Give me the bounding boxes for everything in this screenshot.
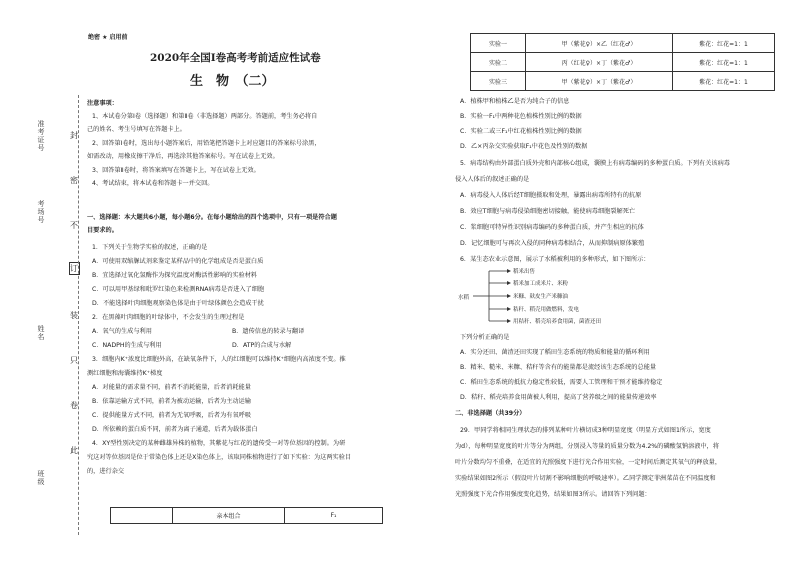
experiment-table	[470, 33, 775, 91]
q6-option: A．实分还田、菌渣还田实现了稻田生态系统的物质和能量的循环利用	[460, 349, 650, 356]
note-line: 1、本试卷分第Ⅰ卷（选择题）和第Ⅱ卷（非选择题）两部分。答题前，考生务必将自	[92, 113, 318, 120]
arrowhead	[507, 294, 511, 298]
table-cell: 实验二	[471, 53, 526, 72]
seal-char: 订	[70, 264, 78, 273]
arrowhead	[507, 269, 511, 273]
q3-option: C．提供能量方式不同，前者为无氧呼吸，后者为有氧呼吸	[92, 412, 252, 419]
q2-option: B．遗传信息的转录与翻译	[232, 328, 305, 335]
q5-stem: 侵入人体后的叙述正确的是	[455, 176, 530, 183]
arrowhead	[507, 281, 511, 285]
subject-title: 生 物 （二）	[190, 74, 275, 89]
section1-heading: 目要求的。	[87, 227, 118, 234]
q3-stem: 测红细胞和海囊维持K⁺梯度	[87, 370, 163, 377]
q29-line: 为d），每种明显宽度的叶片等分为两组，分别浸入等量的质量分数为4.2%的磷酸氢钠溶液中，将	[455, 443, 720, 450]
q6-option: C．稻田生态系统的抵抗力稳定性较低，需要人工管理和干预才能维持稳定	[460, 379, 663, 386]
diagram-branch: 用秸秆、稻壳培养食用菌，菌渣还田	[513, 319, 602, 325]
diagram-branch: 稻米出售	[513, 269, 536, 275]
q29-line: 叶片分数均匀不重叠，在适宜的光照强度下进行光合作用实验，一定时间后测定其氧气的释放量，	[455, 459, 722, 466]
table-row	[471, 34, 775, 53]
q5-option: A．病毒侵入人体后经T细胞摄取和处理，暴露出病毒所特有的抗原	[460, 192, 642, 199]
table-cell: 紫花：红花=1：1	[673, 72, 775, 91]
q4-table-header	[110, 507, 383, 524]
section2-heading: 二、非选择题（共39分）	[455, 410, 526, 417]
field-class: 班级	[37, 470, 45, 486]
q6-prompt: 下列分析正确的是	[460, 334, 510, 341]
seal-char: 封	[70, 131, 78, 140]
table-cell: 丙（红花♀）×丁（紫花♂）	[526, 53, 673, 72]
field-exam-number: 准考证号	[37, 120, 45, 152]
q5-option: D．记忆细胞可与再次入侵的同种病毒相结合，从而抑制病原体繁殖	[460, 240, 645, 247]
q4-table-cell	[111, 508, 173, 524]
table-row	[471, 72, 775, 91]
q5-stem: 5．病毒结构由外部蛋白质外壳和内部核心组成，囊膜上有病毒编码的多种蛋白质。下列有关该病毒	[460, 160, 730, 167]
q3-stem: 3．细胞内K⁺浓度比细胞外高，在缺氧条件下，人的红细胞可以维持K⁺细胞内高浓度不变。推	[92, 356, 346, 363]
seal-char: 只	[70, 356, 78, 365]
note-line: 己的姓名、考生号填写在答题卡上。	[87, 126, 186, 133]
field-room-number: 考场号	[37, 200, 45, 224]
seal-char: 卷	[70, 401, 78, 410]
exam-title: 2020年全国Ⅰ卷高考考前适应性试卷	[150, 52, 321, 64]
q4-table-cell: F₁	[285, 508, 383, 524]
diagram-branch: 米糠、麸皮生产米糠油	[513, 294, 569, 300]
q4-stem: 究这对等位基因是位于常染色体上还是X染色体上，该取同株植物进行了如下实验：为这两实验目	[87, 454, 352, 461]
q2-option: A．氧气的生成与利用	[92, 328, 152, 335]
q29-line: 光照强度下光合作用强度变化趋势，结果如图3所示。请回答下列问题：	[455, 491, 651, 498]
note-line: 2、回答第Ⅰ卷时，选出每小题答案后，用铅笔把答题卡上对应题目的答案标号涂黑，	[92, 140, 321, 147]
binding-strip	[8, 90, 83, 560]
q1-option: C．可以用甲基绿和吡罗红染色来检测RNA病毒是否进入了细胞	[92, 286, 265, 293]
q6-option: B．精米、糙米、米糠、秸秆等含有的能量都是流经该生态系统的总能量	[460, 364, 657, 371]
binding-dashed-line	[78, 95, 79, 535]
secret-label: 绝密 ★ 启用前	[88, 34, 128, 41]
q3-option: A．对能量的需求量不同，前者不消耗能量，后者消耗能量	[92, 384, 251, 391]
arrowhead	[507, 307, 511, 311]
table-row	[471, 53, 775, 72]
q29-line: 29．甲同学将相同生理状态的排列某种叶片横切成3种明显宽度（明显方式如图1所示，宽度	[460, 427, 711, 434]
q2-option: C．NADPH的生成与利用	[92, 342, 162, 349]
diagram-source: 水稻	[458, 295, 470, 301]
diagram-branch: 稻米加工成米片、米粉	[513, 281, 569, 287]
q29-line: 实验结果如图2所示（假设叶片切割不影响细胞的呼吸速率）。乙同学测定菲洲菜苗在不同温度和	[455, 475, 716, 482]
notes-heading: 注意事项：	[87, 100, 118, 107]
q4-stem: 的，进行杂交	[87, 468, 125, 475]
field-name: 姓名	[37, 325, 45, 341]
note-line: 4、考试结束，将本试卷和答题卡一并交回。	[92, 180, 214, 187]
q4-option: B．实验一F₁中两种花色植株性别比例的数据	[460, 113, 582, 120]
arrowhead	[507, 319, 511, 323]
seal-char: 此	[70, 446, 78, 455]
q1-option: A．可使用双缩脲试剂来鉴定某样品中的化学组成是否是蛋白质	[92, 258, 264, 265]
q1-option: D．不能选择叶肉细胞观察染色体是由于叶绿体颜色会造成干扰	[92, 300, 264, 307]
q5-option: B．效应T细胞与病毒侵染细胞密切接触，能使病毒细胞裂解死亡	[460, 208, 636, 215]
q4-option: A．植株甲和植株乙是否为纯合子的信息	[460, 98, 570, 105]
diagram-branch: 秸秆、稻壳用做燃料，发电	[513, 307, 580, 313]
table-cell: 紫花：红花=1：1	[673, 34, 775, 53]
q1-stem: 1．下列关于生物学实验的叙述，正确的是	[92, 244, 208, 251]
section1-heading: 一、选择题：本大题共6小题，每小题6分。在每小题给出的四个选项中，只有一项是符合题	[87, 214, 337, 221]
note-line: 3、回答第Ⅱ卷时，将答案填写在答题卡上，写在试卷上无效。	[92, 167, 260, 174]
q4-option: C．实验二或三F₁中红花植株性别比例的数据	[460, 128, 582, 135]
table-cell: 实验一	[471, 34, 526, 53]
q2-option: D．ATP的合成与水解	[232, 342, 292, 349]
seal-char: 不	[70, 221, 78, 230]
note-line: 如需改动，用橡皮擦干净后，再选涂其他答案标号。写在试卷上无效。	[87, 153, 279, 160]
table-cell: 甲（紫花♀）×丁（紫花♂）	[526, 72, 673, 91]
q3-option: B．依靠运输方式不同，前者为被动运输，后者为主动运输	[92, 398, 251, 405]
q6-option: D．秸秆、稻壳培养食用菌被人利用，提高了营养级之间的能量传递效率	[460, 394, 657, 401]
q4-option: D．乙×丙杂交实验获取F₁中花色及性别的数据	[460, 143, 588, 150]
q4-stem: 4．XY型性别决定的某种雌雄异株的植物，其紫花与红花的遗传受一对等位基因的控制。为研	[92, 440, 346, 447]
q1-option: B．宜选择过氧化氢酶作为探究温度对酶活性影响的实验材料	[92, 272, 258, 279]
seal-char: 密	[70, 176, 78, 185]
q4-table-cell: 亲本组合	[173, 508, 285, 524]
q6-stem: 6．某生态农业示意图，展示了水稻被利用的多种形式，如下图所示：	[460, 256, 650, 263]
q2-stem: 2．在黑藻叶肉细胞的叶绿体中，不会发生的生理过程是	[92, 314, 245, 321]
table-cell: 紫花：红花=1：1	[673, 53, 775, 72]
seal-char: 装	[70, 311, 78, 320]
q3-option: D．所依赖的蛋白质不同，前者为离子通道，后者为载体蛋白	[92, 426, 258, 433]
q5-option: C．浆细胞可特异性识别病毒编码的多种蛋白质，并产生相应的抗体	[460, 224, 644, 231]
table-cell: 实验三	[471, 72, 526, 91]
table-cell: 甲（紫花♀）×乙（红花♂）	[526, 34, 673, 53]
